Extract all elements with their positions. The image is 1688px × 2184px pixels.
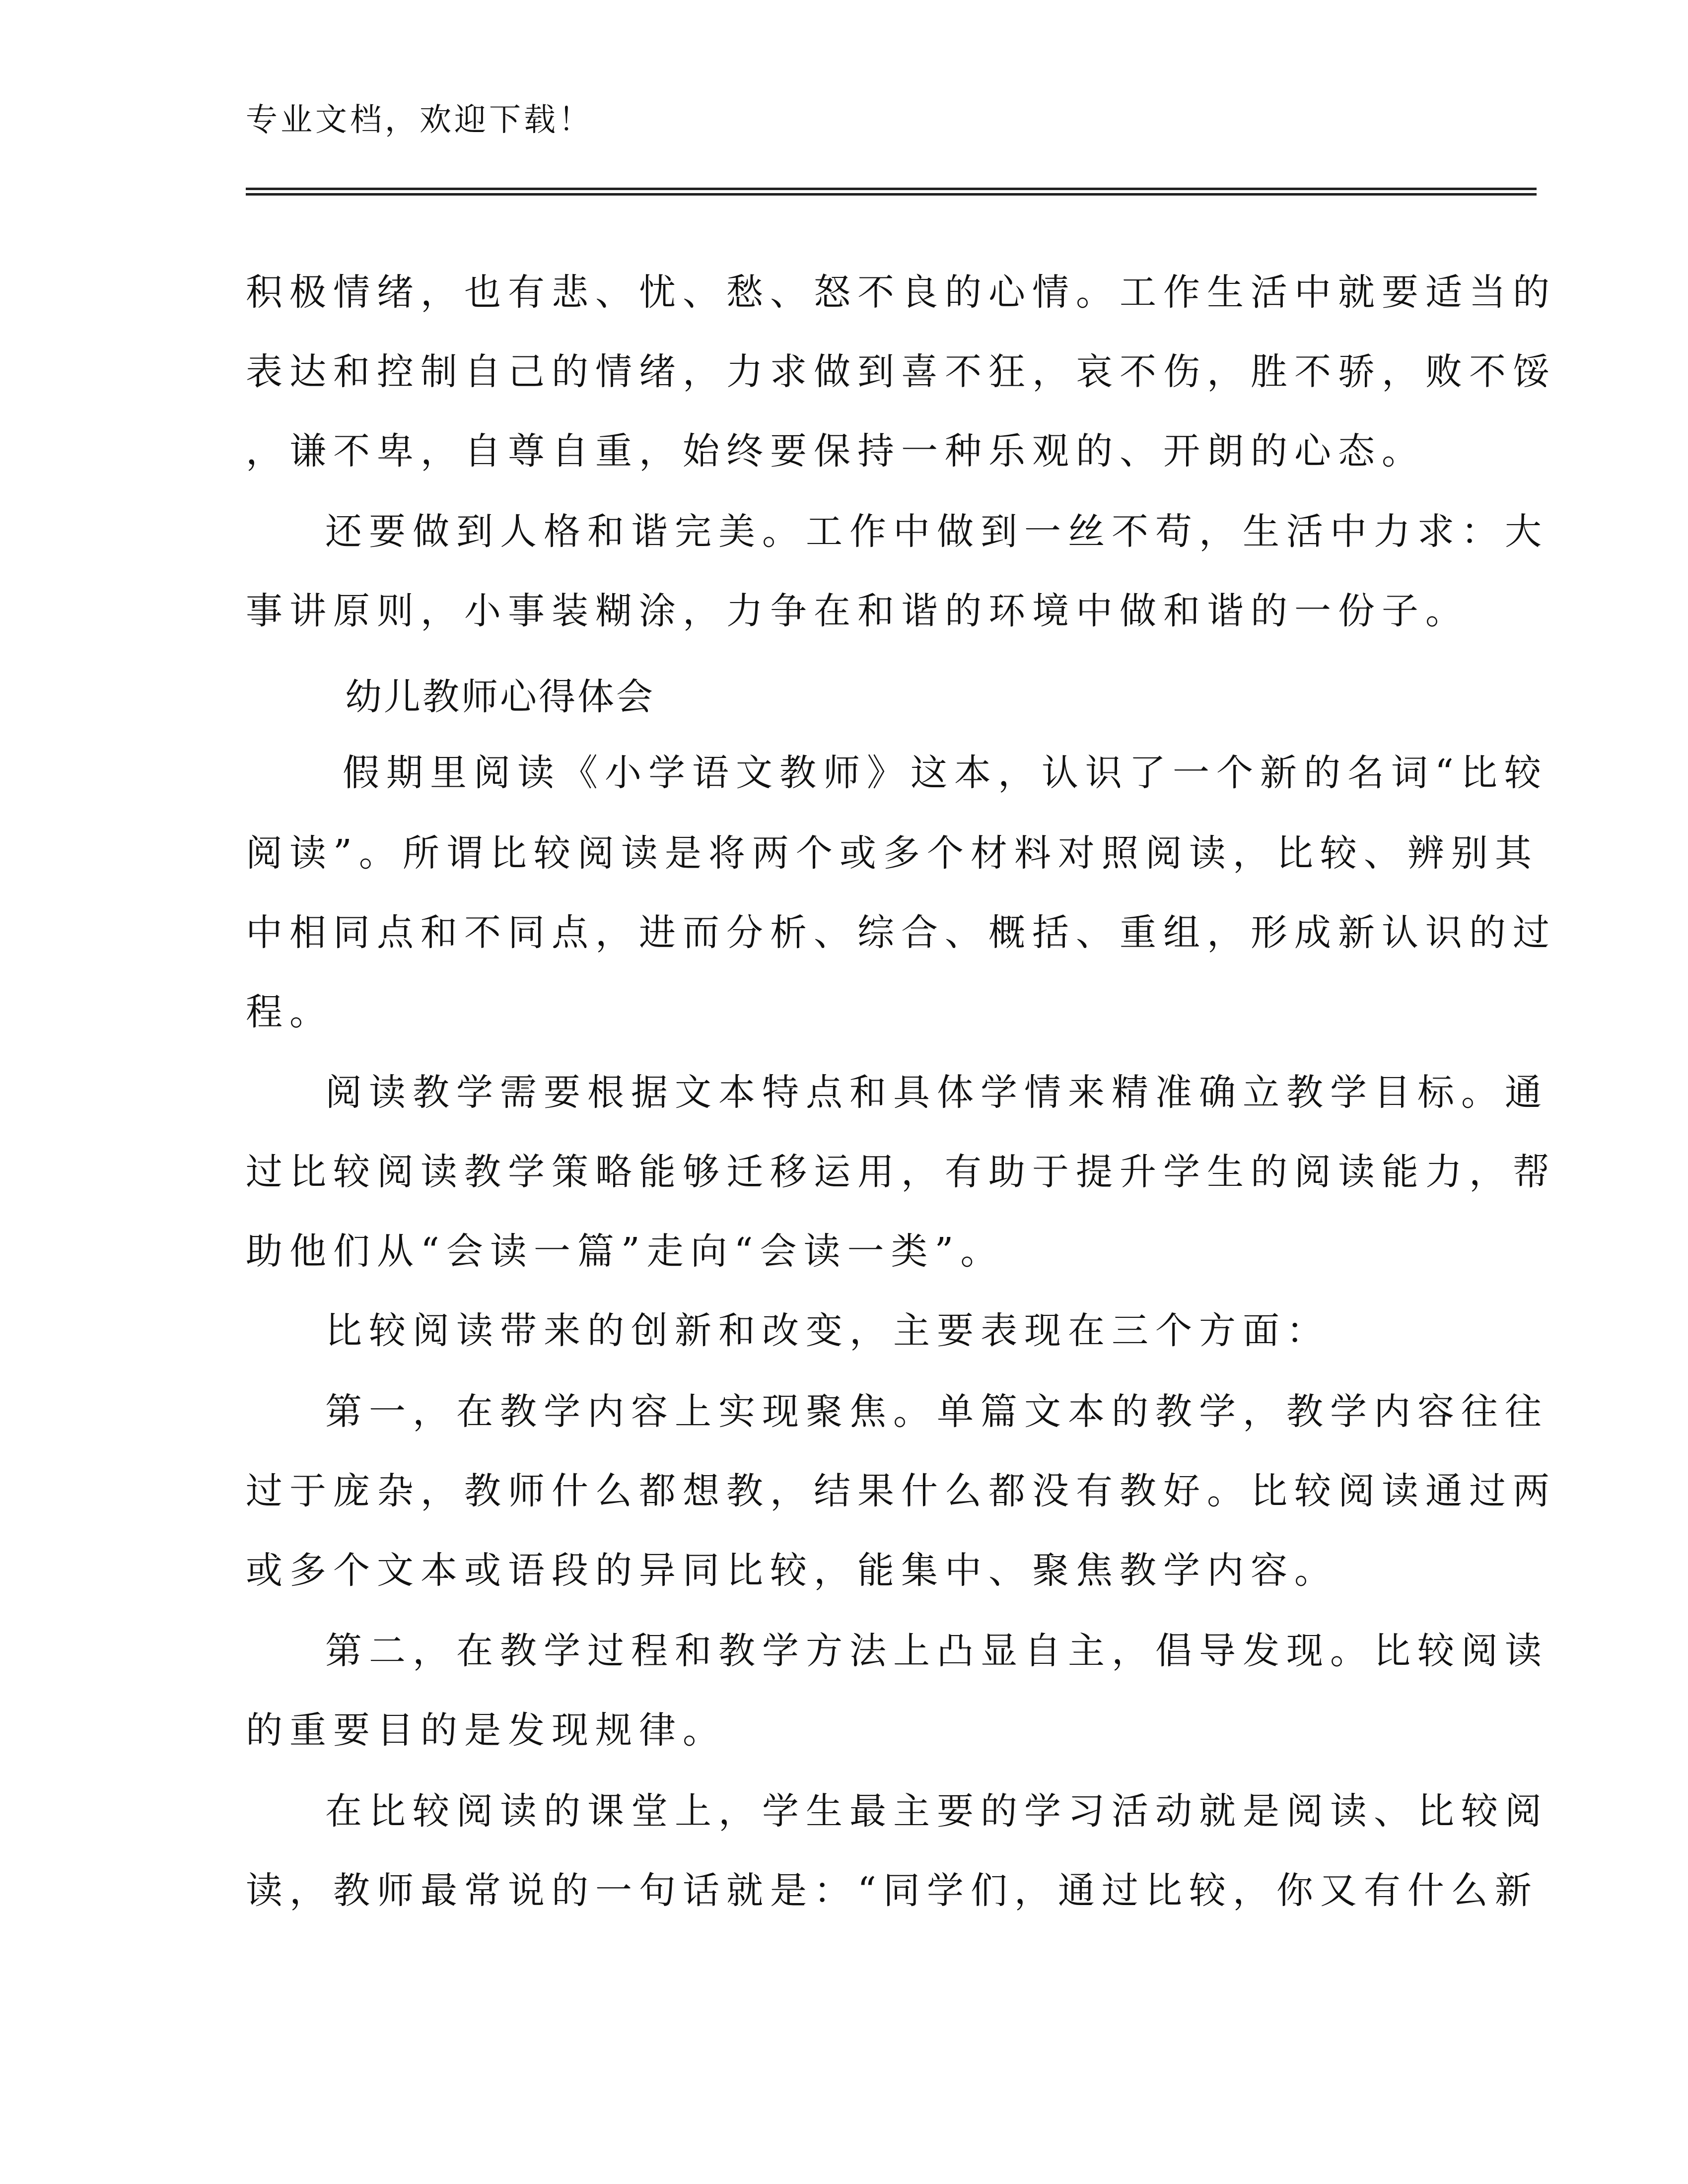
body-line: 第二，在教学过程和教学方法上凸显自主，倡导发现。比较阅读 <box>325 1630 1548 1672</box>
body-line: 事讲原则，小事装糊涂，力争在和谐的环境中做和谐的一份子。 <box>246 590 1469 632</box>
body-line: 在比较阅读的课堂上，学生最主要的学习活动就是阅读、比较阅 <box>325 1790 1548 1833</box>
page-header-text: 专业文档，欢迎下载！ <box>246 102 593 138</box>
body-line: 的重要目的是发现规律。 <box>246 1709 726 1752</box>
header-rule-line-top <box>246 188 1537 190</box>
body-line: 比较阅读带来的创新和改变，主要表现在三个方面： <box>325 1309 1330 1352</box>
body-line: 过于庞杂，教师什么都想教，结果什么都没有教好。比较阅读通过两 <box>246 1470 1556 1512</box>
body-line: 表达和控制自己的情绪，力求做到喜不狂，哀不伤，胜不骄，败不馁 <box>246 350 1556 393</box>
body-line: 中相同点和不同点，进而分析、综合、概括、重组，形成新认识的过 <box>246 911 1556 954</box>
body-line: ，谦不卑，自尊自重，始终要保持一种乐观的、开朗的心态。 <box>246 430 1425 473</box>
body-line: 助他们从“会读一篇”走向“会读一类”。 <box>246 1230 1004 1273</box>
body-line: 阅读教学需要根据文本特点和具体学情来精准确立教学目标。通 <box>325 1071 1548 1114</box>
body-line: 程。 <box>246 991 333 1033</box>
section-title: 幼儿教师心得体会 <box>345 676 655 718</box>
body-line: 第一，在教学内容上实现聚焦。单篇文本的教学，教学内容往往 <box>325 1390 1548 1433</box>
header-rule-line-bottom <box>246 193 1537 196</box>
body-line: 过比较阅读教学策略能够迁移运用，有助于提升学生的阅读能力，帮 <box>246 1151 1556 1193</box>
body-line: 假期里阅读《小学语文教师》这本，认识了一个新的名词“比较 <box>343 751 1548 794</box>
body-line: 积极情绪，也有悲、忧、愁、怒不良的心情。工作生活中就要适当的 <box>246 271 1556 314</box>
header-double-rule <box>246 188 1537 197</box>
body-line: 阅读”。所谓比较阅读是将两个或多个材料对照阅读，比较、辨别其 <box>246 832 1539 875</box>
body-line: 读，教师最常说的一句话就是：“同学们，通过比较，你又有什么新 <box>246 1869 1539 1912</box>
body-line: 还要做到人格和谐完美。工作中做到一丝不苟，生活中力求：大 <box>325 510 1548 553</box>
body-line: 或多个文本或语段的异同比较，能集中、聚焦教学内容。 <box>246 1549 1338 1592</box>
